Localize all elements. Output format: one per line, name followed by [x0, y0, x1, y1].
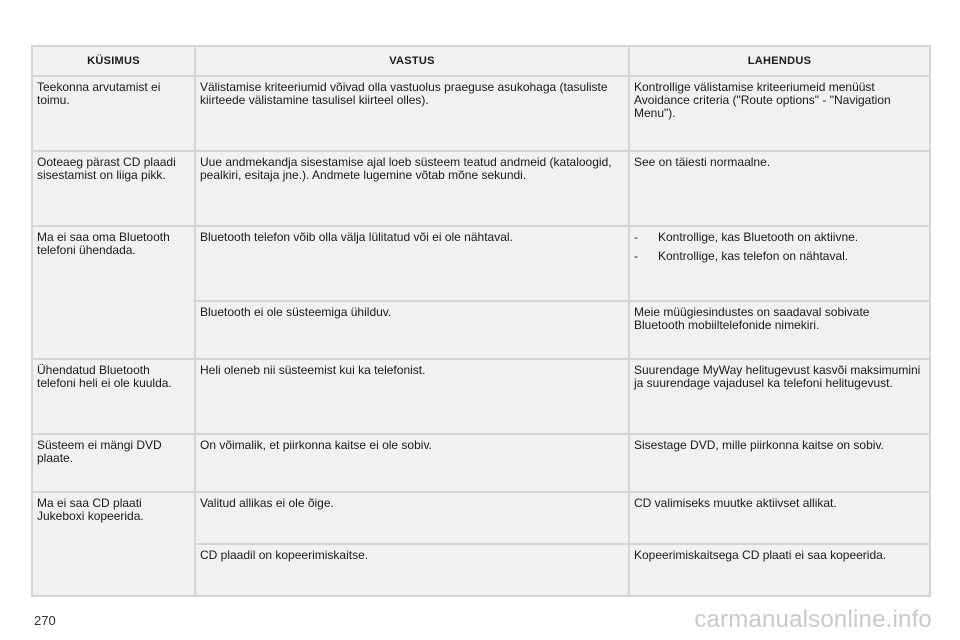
- answer-cell: CD plaadil on kopeerimiskaitse.: [195, 544, 629, 596]
- solution-cell: Kontrollige välistamise kriteeriumeid menüüst Avoidance criteria ("Route options" - "Navigation Menu").: [629, 76, 930, 151]
- answer-cell: Valitud allikas ei ole õige.: [195, 492, 629, 544]
- solution-cell: Meie müügiesindustes on saadaval sobivate Bluetooth mobiiltelefonide nimekiri.: [629, 301, 930, 359]
- table-row: [32, 359, 930, 434]
- solution-cell: Suurendage MyWay helitugevust kasvõi maksimumini ja suurendage vajadusel ka telefoni helitugevust.: [629, 359, 930, 434]
- answer-cell: Uue andmekandja sisestamise ajal loeb süsteem teatud andmeid (kataloogid, pealkiri, esitaja jne.). Andmete lugemine võtab mõne sekundi.: [195, 151, 629, 226]
- question-cell: Ühendatud Bluetooth telefoni heli ei ole kuulda.: [32, 359, 195, 434]
- question-column-header: KÜSIMUS: [32, 46, 195, 76]
- question-cell: Teekonna arvutamist ei toimu.: [32, 76, 195, 151]
- answer-cell: Bluetooth telefon võib olla välja lülitatud või ei ole nähtaval.: [195, 226, 629, 301]
- answer-cell: On võimalik, et piirkonna kaitse ei ole sobiv.: [195, 434, 629, 492]
- table-row: [32, 434, 930, 492]
- table-row: [32, 76, 930, 151]
- question-cell: Ma ei saa oma Bluetooth telefoni ühendada.: [32, 226, 195, 359]
- solution-list-item-text: Kontrollige, kas telefon on nähtaval.: [658, 249, 849, 263]
- answer-cell: Bluetooth ei ole süsteemiga ühilduv.: [195, 301, 629, 359]
- table-row: [32, 492, 930, 544]
- table-header-row: [32, 46, 930, 76]
- solution-list-item: - Kontrollige, kas Bluetooth on aktiivne.: [634, 230, 859, 244]
- solution-list-item: - Kontrollige, kas telefon on nähtaval.: [634, 249, 849, 263]
- table-row: [32, 226, 930, 301]
- solution-list: [634, 231, 923, 263]
- troubleshooting-table: [31, 45, 931, 597]
- solution-cell: Sisestage DVD, mille piirkonna kaitse on sobiv.: [629, 434, 930, 492]
- solution-cell: Kopeerimiskaitsega CD plaati ei saa kopeerida.: [629, 544, 930, 596]
- answer-cell: Heli oleneb nii süsteemist kui ka telefonist.: [195, 359, 629, 434]
- answer-cell: Välistamise kriteeriumid võivad olla vastuolus praeguse asukohaga (tasuliste kiirteede välistamine tasulisel kiirteel olles).: [195, 76, 629, 151]
- solution-column-header: LAHENDUS: [629, 46, 930, 76]
- question-cell: Ooteaeg pärast CD plaadi sisestamist on liiga pikk.: [32, 151, 195, 226]
- solution-cell: [629, 226, 930, 301]
- solution-cell: CD valimiseks muutke aktiivset allikat.: [629, 492, 930, 544]
- solution-list-item-text: Kontrollige, kas Bluetooth on aktiivne.: [658, 230, 859, 244]
- page-number: 270: [34, 613, 56, 628]
- answer-column-header: VASTUS: [195, 46, 629, 76]
- table-row: [32, 151, 930, 226]
- watermark: carmanualsonline.info: [694, 606, 932, 633]
- question-cell: Ma ei saa CD plaati Jukeboxi kopeerida.: [32, 492, 195, 596]
- solution-cell: See on täiesti normaalne.: [629, 151, 930, 226]
- question-cell: Süsteem ei mängi DVD plaate.: [32, 434, 195, 492]
